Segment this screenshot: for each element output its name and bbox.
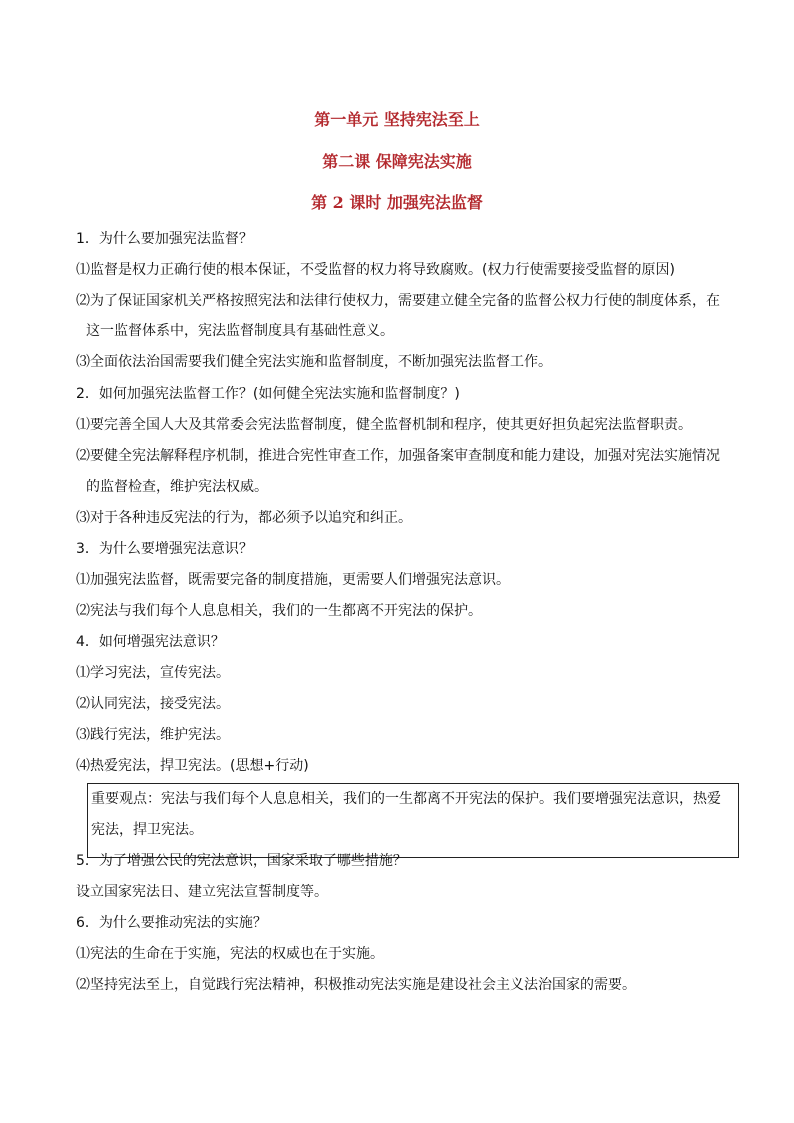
lesson-title: 第二课 保障宪法实施: [322, 152, 472, 171]
answer-1-1: ⑴监督是权力正确行使的根本保证，不受监督的权力将导致腐败。(权力行使需要接受监督的原因): [76, 262, 675, 278]
answer-2-2-cont: 的监督检查，维护宪法权威。: [86, 479, 268, 495]
question-1: 1．为什么要加强宪法监督？: [76, 231, 253, 247]
answer-6-1: ⑴宪法的生命在于实施，宪法的权威也在于实施。: [76, 946, 384, 962]
question-4: 4．如何增强宪法意识？: [76, 634, 225, 650]
answer-6-2: ⑵坚持宪法至上，自觉践行宪法精神，积极推动宪法实施是建设社会主义法治国家的需要。: [76, 977, 636, 993]
answer-3-1: ⑴加强宪法监督，既需要完备的制度措施，更需要人们增强宪法意识。: [76, 572, 510, 588]
answer-1-2: ⑵为了保证国家机关严格按照宪法和法律行使权力，需要建立健全完备的监督公权力行使的制度体系，在: [76, 293, 720, 309]
question-5: 5．为了增强公民的宪法意识，国家采取了哪些措施？: [76, 853, 407, 869]
answer-4-1: ⑴学习宪法，宣传宪法。: [76, 665, 230, 681]
answer-2-1: ⑴要完善全国人大及其常委会宪法监督制度，健全监督机制和程序，使其更好担负起宪法监督职责。: [76, 417, 692, 433]
answer-4-3: ⑶践行宪法，维护宪法。: [76, 727, 230, 743]
answer-2-2: ⑵要健全宪法解释程序机制，推进合宪性审查工作，加强备案审查制度和能力建设，加强对宪法实施情况: [76, 448, 720, 464]
answer-5: 设立国家宪法日、建立宪法宣誓制度等。: [76, 884, 328, 900]
question-6: 6．为什么要推动宪法的实施？: [76, 915, 267, 931]
unit-title: 第一单元 坚持宪法至上: [314, 110, 480, 129]
answer-1-2-cont: 这一监督体系中，宪法监督制度具有基础性意义。: [86, 323, 394, 339]
answer-4-4: ⑷热爱宪法，捍卫宪法。(思想+行动): [76, 758, 309, 774]
key-point-box: [87, 783, 739, 858]
answer-1-3: ⑶全面依法治国需要我们健全宪法实施和监督制度，不断加强宪法监督工作。: [76, 354, 552, 370]
key-point-line-2: 宪法，捍卫宪法。: [91, 822, 203, 838]
answer-2-3: ⑶对于各种违反宪法的行为，都必须予以追究和纠正。: [76, 510, 412, 526]
question-3: 3．为什么要增强宪法意识？: [76, 541, 253, 557]
question-2: 2．如何加强宪法监督工作？(如何健全宪法实施和监督制度？): [76, 386, 460, 402]
answer-3-2: ⑵宪法与我们每个人息息相关，我们的一生都离不开宪法的保护。: [76, 603, 482, 619]
answer-4-2: ⑵认同宪法，接受宪法。: [76, 696, 230, 712]
key-point-line-1: 重要观点：宪法与我们每个人息息相关，我们的一生都离不开宪法的保护。我们要增强宪法意识，热爱: [91, 791, 721, 807]
period-title: 第 2 课时 加强宪法监督: [311, 193, 483, 212]
